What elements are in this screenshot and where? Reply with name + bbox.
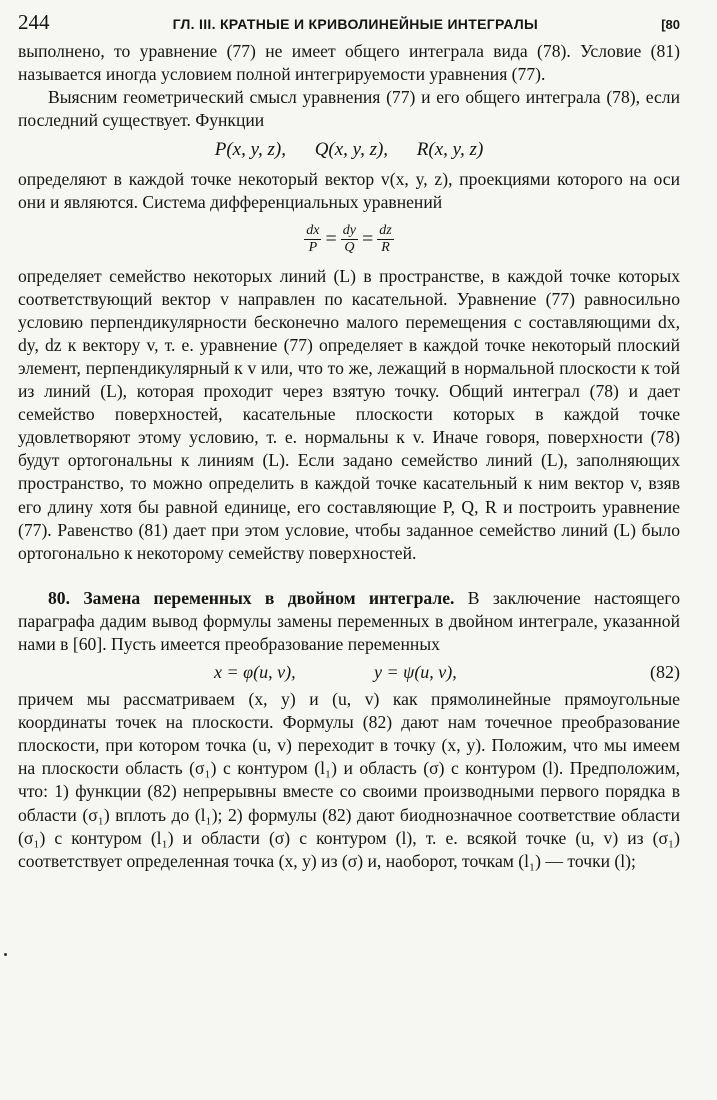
paragraph-3: определяют в каждой точке некоторый вектор v(x, y, z), проекциями которого на оси они и являются. Система дифференциальных уравнений [18,169,680,213]
running-header [18,10,680,40]
fraction-numerator: dy [342,223,356,239]
fraction-denominator: R [381,240,390,256]
section-intro-text: В заключение настоящего параграфа дадим вывод формулы замены переменных в двойном интеграле, указанной нами в [60]. Пусть имеется преобразование переменных [18,587,680,654]
differential-system [18,215,680,265]
fraction-denominator: Q [344,240,355,256]
equation-x-phi: x = φ(u, v), [214,662,296,683]
fraction-dz-r [377,223,393,256]
equation-y-psi: y = ψ(u, v), [374,662,457,683]
section-gap [18,565,680,587]
paragraph-4: определяет семейство некоторых линий (L) в пространстве, в каждой точке которых соответствующий вектор v направлен по касательной. Уравнение (77) равносильно условию перпендикулярности бесконечно малого перемещения с составляющими dx, dy, dz к вектору v, т. е. уравнение (77) определяет в каждой точке некоторый плоский элемент, перпендикулярный к v или, что то же, лежащий в нормальной плоскости к той из линий (L), которая проходит через взятую точку. Общий интеграл (78) и дает семейство поверхностей, касательные плоскости которых в каждой точке удовлетворяют этому условию, т. е. нормальны к v. Иначе говоря, поверхности (78) будут ортогональны к линиям (L). Если задано семейство линий (L), заполняющих пространство, то можно определить в каждой точке касательный к ним вектор v, взяв его длину хотя бы равной единице, его составляющие P, Q, R и построить уравнение (77). Равенство (81) дает при этом условие, чтобы заданное семейство линий (L) было ортогонально к некоторому семейству поверхностей. [18,265,680,563]
equation-number: (82) [650,662,680,683]
page-body [18,40,680,873]
equals-sign: = [361,228,374,251]
equation-82 [18,656,680,688]
section-80-paragraph [18,587,680,656]
scan-artifact [4,953,7,956]
page-number: 244 [18,10,50,34]
function-p: P(x, y, z), [214,139,286,161]
paragraph-2: Выясним геометрический смысл уравнения (77) и его общего интеграла (78), если последний существует. Функции [18,87,680,131]
section-heading: 80. Замена переменных в двойном интеграле. [48,587,455,608]
section-number: [80 [661,17,680,32]
fraction-numerator: dz [379,223,392,239]
chapter-title: ГЛ. III. КРАТНЫЕ И КРИВОЛИНЕЙНЫЕ ИНТЕГРАЛЫ [172,16,539,32]
fraction-dx-p [304,223,321,256]
fraction-denominator: P [308,240,318,256]
fraction-numerator: dx [306,223,320,239]
equals-sign: = [325,228,337,251]
function-q: Q(x, y, z), [314,139,389,161]
function-r: R(x, y, z) [416,139,484,161]
paragraph-1: выполнено, то уравнение (77) не имеет общего интеграла вида (78). Условие (81) называется иногда условием полной интегрируемости уравнения (77). [18,41,680,85]
book-page [18,10,680,873]
fraction-dy-q [341,223,358,256]
paragraph-5: причем мы рассматриваем (x, y) и (u, v) как прямолинейные прямоугольные координаты точек на плоскости. Формулы (82) дают нам точечное преобразование плоскости, при котором точка (u, v) переходит в точку (x, y). Положим, что мы имеем на плоскости область (σ₁) с контуром (l₁) и область (σ) с контуром (l). Предположим, что: 1) функции (82) непрерывны вместе со своими производными первого порядка в области (σ₁) вплоть до (l₁); 2) формулы (82) дают биоднозначное соответствие области (σ₁) с контуром (l₁) и области (σ) с контуром (l), т. е. всякой точке (u, v) из (σ₁) соответствует определенная точка (x, y) из (σ) и, наоборот, точкам (l₁) — точки (l); [18,689,680,871]
formula-functions [18,132,680,168]
